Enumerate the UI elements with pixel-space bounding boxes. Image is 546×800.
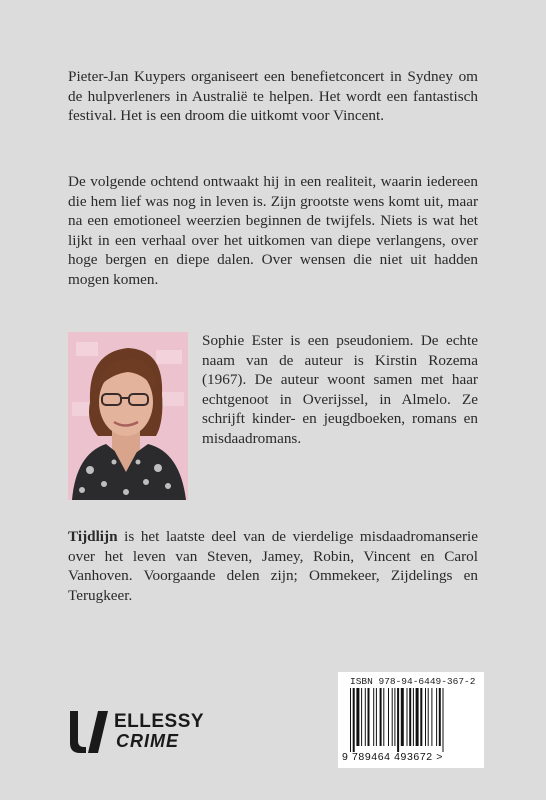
publisher-name: ELLESSY [114, 711, 205, 732]
publisher-imprint: CRIME [116, 731, 179, 751]
author-bio: Sophie Ester is een pseudoniem. De echte naam van de auteur is Kirstin Rozema (1967). De auteur woont samen met haar echtgenoot in Overijssel, in Almelo. Ze schrijft kinder- en jeugdboeken, romans en misdaadromans. [202, 332, 478, 447]
author-photo [68, 332, 188, 500]
series-text: is het laatste deel van de vierdelige misdaadromanserie over het leven van Steven, Jamey, Robin, Vincent en Carol Vanhoven. Voorgaande delen zijn; Ommekeer, Zijdelings en Terugkeer. [68, 528, 478, 604]
blurb-paragraph-2: De volgende ochtend ontwaakt hij in een realiteit, waarin iedereen die hem lief was nog in leven is. Zijn grootste wens komt uit, maar na een emotioneel weerzien beginnen de twijfels. Niets is wat het lijkt in een verhaal over het uitkomen van diepe verlangens, over hoge bergen en diepe dalen. Over wensen die niet uit hadden mogen komen. [68, 173, 478, 288]
publisher-logo-mark-icon [68, 709, 112, 755]
publisher-logo [68, 705, 218, 755]
blurb-paragraph-1: Pieter-Jan Kuypers organiseert een benefietconcert in Sydney om de hulpverleners in Australië te helpen. Het wordt een fantastisch festival. Het is een droom die uitkomt voor Vincent. [68, 68, 478, 124]
barcode-digits: 9 789464 493672 > [342, 751, 443, 763]
series-title: Tijdlijn [68, 528, 118, 545]
isbn-barcode [338, 672, 484, 768]
isbn-label: ISBN 978-94-6449-367-2 [350, 676, 476, 687]
series-paragraph [68, 527, 478, 605]
barcode-bars [348, 688, 474, 752]
